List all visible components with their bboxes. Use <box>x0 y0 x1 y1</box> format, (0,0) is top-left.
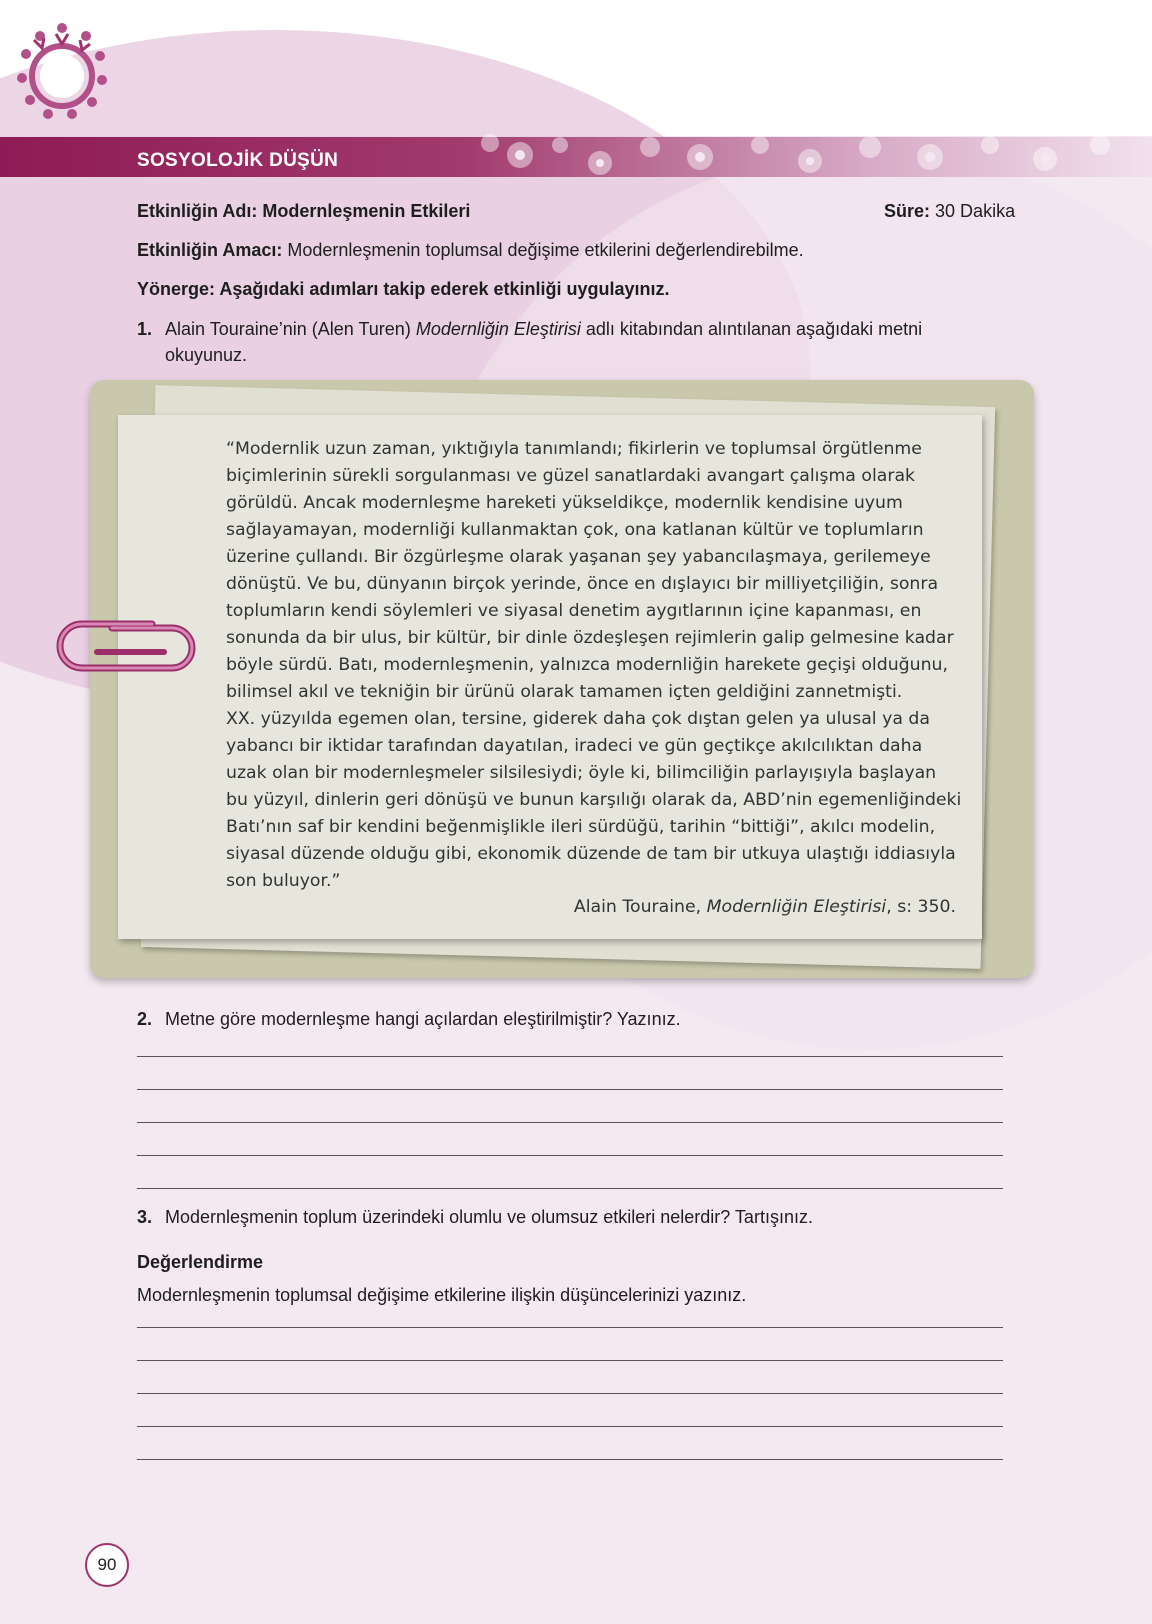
quote-line: sonunda da bir ulus, bir kültür, bir dinle özdeşleşen rejimlerin galip gelmesine kadar <box>226 628 954 648</box>
page-number: 90 <box>85 1543 129 1587</box>
activity-name-value: Modernleşmenin Etkileri <box>262 201 471 221</box>
evaluation-prompt: Modernleşmenin toplumsal değişime etkilerine ilişkin düşüncelerinizi yazınız. <box>137 1285 747 1305</box>
question-1 <box>137 317 1017 341</box>
quote-line: XX. yüzyılda egemen olan, tersine, giderek daha çok dıştan gelen ya ulusal ya da <box>226 709 930 729</box>
quote-line: dönüştü. Ve bu, dünyanın birçok yerinde, önce en dışlayıcı bir milliyetçiliğin, sonra <box>226 574 939 594</box>
quote-line: uzak olan bir modernleşmeler silsilesiydi; öyle ki, bilimciliğin parlayışıyla başlayan <box>226 763 937 783</box>
question-number: 2. <box>137 1009 153 1029</box>
quote-line: toplumların kendi söylemleri ve siyasal denetim aygıtlarının içine kapanması, en <box>226 601 922 621</box>
purpose-value: Modernleşmenin toplumsal değişime etkilerini değerlendirebilme. <box>287 240 804 260</box>
paperclip-icon <box>52 618 198 680</box>
question-2 <box>137 1007 681 1031</box>
quote-line: biçimlerinin sürekli sorgulanması ve güzel sanatlardaki avangart çalışma olarak <box>226 466 916 486</box>
book-title: Modernliğin Eleştirisi <box>415 319 581 339</box>
question-text: Alain Touraine’nin (Alen Turen) <box>165 319 416 339</box>
question-text: Modernleşmenin toplum üzerindeki olumlu ve olumsuz etkileri nelerdir? Tartışınız. <box>165 1207 813 1227</box>
quote-line: siyasal düzende olduğu gibi, ekonomik düzende de tam bir utkuya ulaştığı iddiasıyla <box>226 844 956 864</box>
question-number: 1. <box>137 319 153 339</box>
question-number: 3. <box>137 1207 153 1227</box>
answer-line[interactable] <box>137 1426 1003 1427</box>
purpose-label: Etkinliğin Amacı: <box>137 240 283 260</box>
duration-label: Süre: <box>884 201 931 221</box>
quote-line: bu yüzyıl, dinlerin geri dönüşü ve bunun karşılığı olarak da, ABD’nin egemenliğindeki <box>226 790 962 810</box>
activity-name-row <box>137 199 470 223</box>
activity-duration-row <box>884 199 1015 223</box>
question-1-line2: okuyunuz. <box>165 345 248 365</box>
quote-line: Batı’nın saf bir kendini beğenmişlikle ileri sürdüğü, tarihin “bittiği”, akılcı modelin, <box>226 817 936 837</box>
quote-line: bilimsel akıl ve tekniğin bir ürünü olarak tamamen içten geldiğini zannetmişti. <box>226 682 903 702</box>
answer-line[interactable] <box>137 1056 1003 1057</box>
question-text-cont: adlı kitabından alıntılanan aşağıdaki metni <box>580 319 923 339</box>
answer-line[interactable] <box>137 1188 1003 1189</box>
source-title: Modernliğin Eleştirisi <box>706 897 887 917</box>
answer-line[interactable] <box>137 1393 1003 1394</box>
quote-line: sağlayamayan, modernliği kullanmaktan çok, ona katlanan kültür ve toplumların <box>226 520 924 540</box>
answer-line[interactable] <box>137 1089 1003 1090</box>
section-title: SOSYOLOJİK DÜŞÜN <box>137 150 339 171</box>
quote-source <box>574 897 956 917</box>
answer-line[interactable] <box>137 1155 1003 1156</box>
answer-line[interactable] <box>137 1122 1003 1123</box>
duration-value: 30 Dakika <box>935 201 1016 221</box>
activity-name-label: Etkinliğin Adı: <box>137 201 258 221</box>
evaluation-heading: Değerlendirme <box>137 1252 264 1272</box>
instruction: Yönerge: Aşağıdaki adımları takip ederek etkinliği uygulayınız. <box>137 279 670 299</box>
source-author: Alain Touraine, <box>573 897 707 917</box>
quote-line: böyle sürdü. Batı, modernleşmenin, yalnızca modernliğin harekete geçişi olduğunu, <box>226 655 948 675</box>
source-page: , s: 350. <box>886 897 956 917</box>
quote-line: üzerine çullandı. Bir özgürleşme olarak yaşanan şey yabancılaşmaya, gerilemeye <box>226 547 931 567</box>
quote-line: yabancı bir iktidar tarafından dayatılan, iradeci ve gün geçtikçe akılcılıktan daha <box>226 736 923 756</box>
answer-line[interactable] <box>137 1360 1003 1361</box>
gears-decoration-icon <box>470 133 1152 181</box>
quote-line: son buluyor.” <box>226 871 341 891</box>
quote-line: “Modernlik uzun zaman, yıktığıyla tanımlandı; fikirlerin ve toplumsal örgütlenme <box>226 439 922 459</box>
activity-purpose-row <box>137 238 804 262</box>
question-text: Metne göre modernleşme hangi açılardan eleştirilmiştir? Yazınız. <box>165 1009 681 1029</box>
answer-line[interactable] <box>137 1327 1003 1328</box>
people-ring-logo-icon <box>16 14 108 122</box>
answer-line[interactable] <box>137 1459 1003 1460</box>
question-3 <box>137 1205 813 1229</box>
quote-text <box>226 436 966 895</box>
quote-line: görüldü. Ancak modernleşme hareketi yükseldikçe, modernlik kendisine uyum <box>226 493 903 513</box>
